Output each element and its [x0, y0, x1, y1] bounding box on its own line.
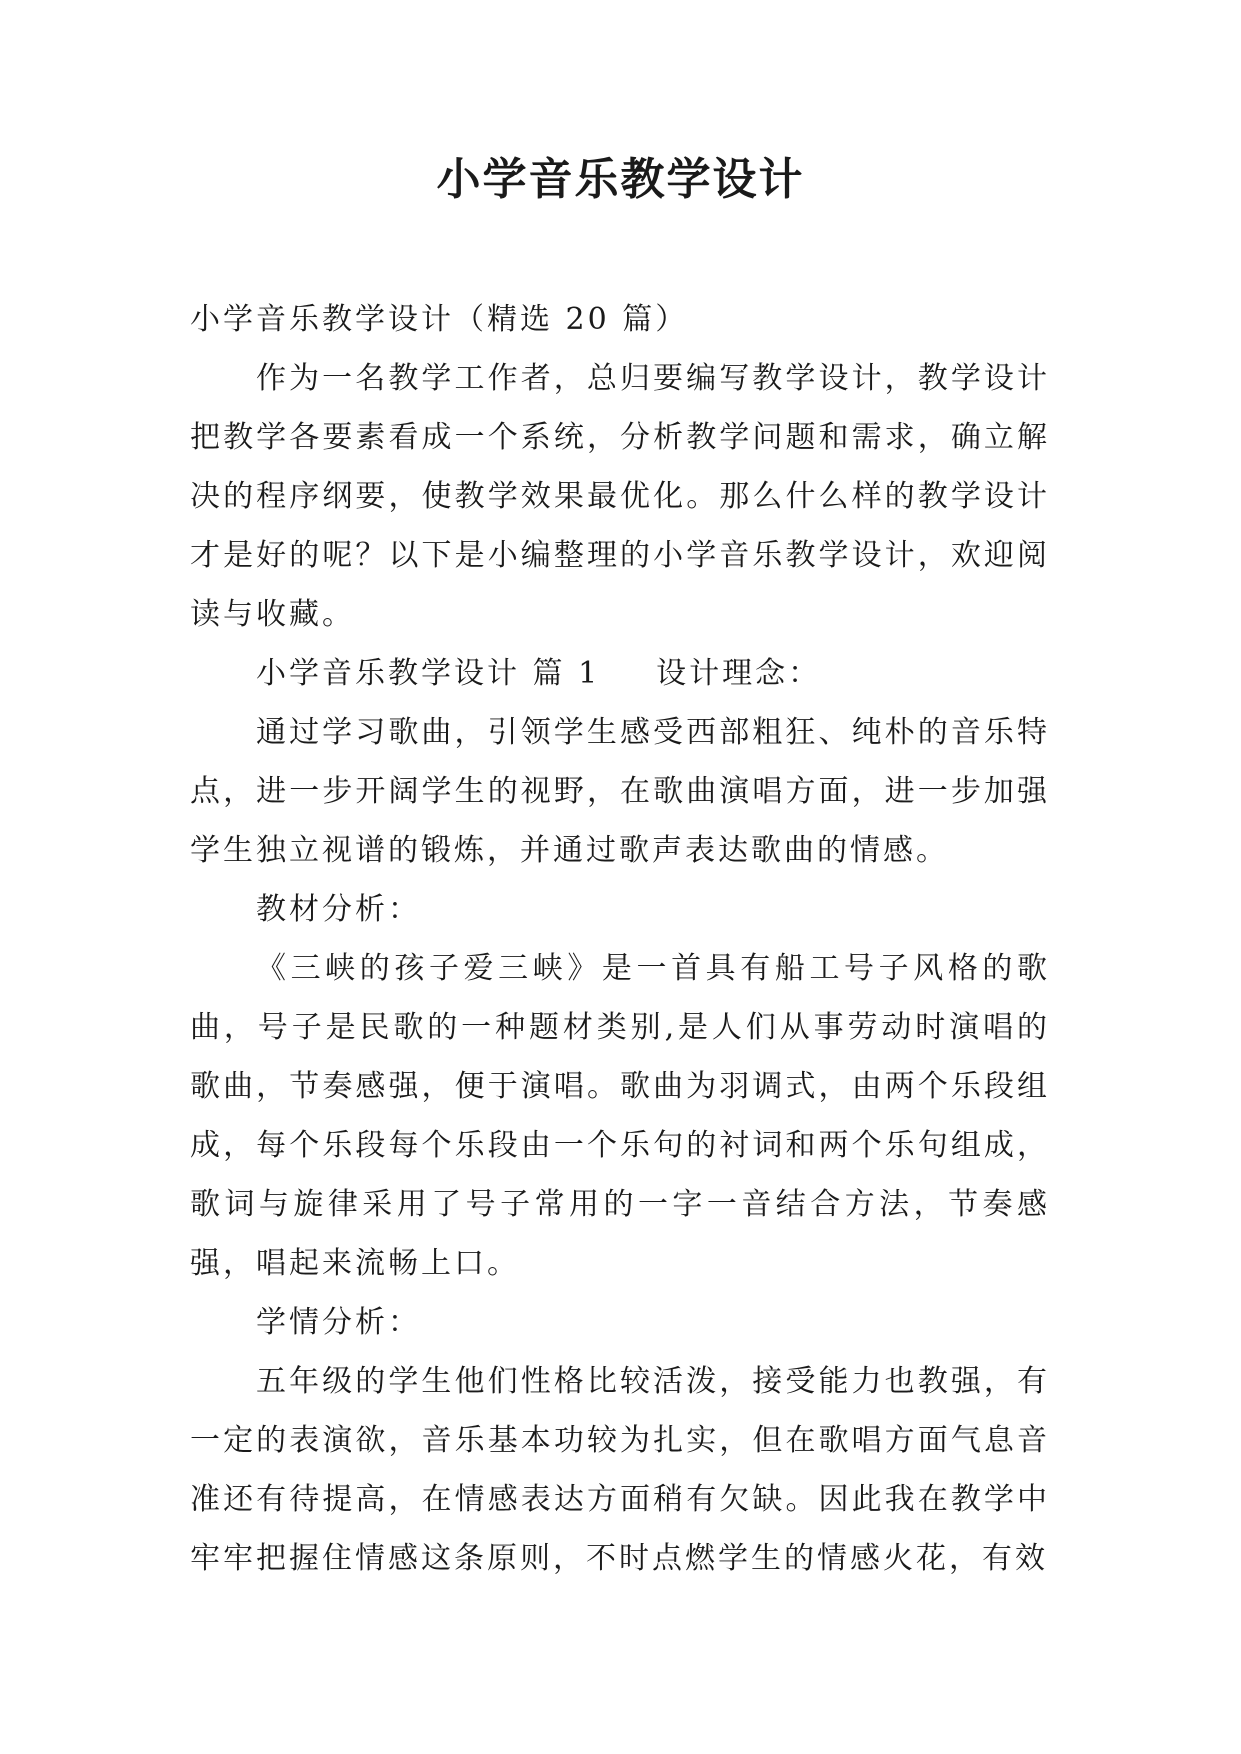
section1-heading-line: [190, 644, 1050, 703]
concept-label: 设计理念：: [656, 656, 822, 691]
intro-paragraph: 作为一名教学工作者，总归要编写教学设计，教学设计把教学各要素看成一个系统，分析教学问题和需求，确立解决的程序纲要，使教学效果最优化。那么什么样的教学设计才是好的呢？以下是小编整理的小学音乐教学设计，欢迎阅读与收藏。: [190, 361, 1050, 632]
document-body: [190, 290, 1050, 1588]
material-heading: 教材分析：: [256, 892, 421, 927]
document-title: 小学音乐教学设计: [436, 154, 805, 205]
section1-heading: 小学音乐教学设计 篇 1: [256, 656, 601, 691]
learner-heading: 学情分析：: [256, 1305, 421, 1340]
learner-paragraph: 五年级的学生他们性格比较活泼，接受能力也教强，有一定的表演欲，音乐基本功较为扎实，但在歌唱方面气息音准还有待提高，在情感表达方面稍有欠缺。因此我在教学中牢牢把握住情感这条原则，不时点燃学生的情感火花，有效: [190, 1364, 1050, 1576]
concept-paragraph: 通过学习歌曲，引领学生感受西部粗狂、纯朴的音乐特点，进一步开阔学生的视野，在歌曲演唱方面，进一步加强学生独立视谱的锻炼，并通过歌声表达歌曲的情感。: [190, 715, 1050, 868]
subtitle: 小学音乐教学设计（精选 20 篇）: [190, 302, 689, 337]
material-paragraph: 《三峡的孩子爱三峡》是一首具有船工号子风格的歌曲，号子是民歌的一种题材类别,是人们从事劳动时演唱的歌曲，节奏感强，便于演唱。歌曲为羽调式，由两个乐段组成，每个乐段每个乐段由一个乐句的衬词和两个乐句组成，歌词与旋律采用了号子常用的一字一音结合方法，节奏感强，唱起来流畅上口。: [190, 951, 1050, 1281]
